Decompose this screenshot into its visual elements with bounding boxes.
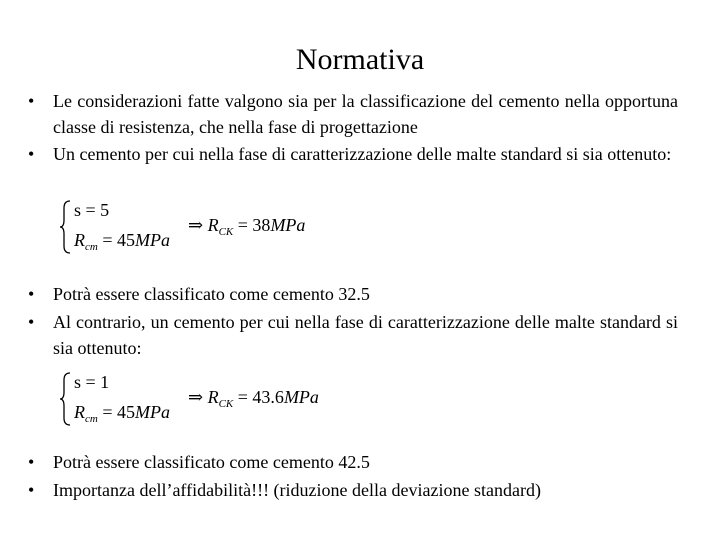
bullet-marker: •: [28, 284, 35, 304]
rcm-unit: MPa: [134, 402, 170, 422]
implies-arrow-icon: ⇒: [188, 215, 204, 235]
bullet-marker: •: [28, 144, 35, 164]
bullet-text: Al contrario, un cemento per cui nella fase di caratterizzazione delle malte standard si sia ottenuto:: [53, 312, 678, 358]
rck-unit: MPa: [270, 215, 306, 235]
bullet-item: [28, 449, 678, 475]
formula-line-rcm: [74, 402, 170, 425]
rcm-subscript: cm: [85, 413, 98, 425]
rck-value: = 38: [237, 215, 271, 235]
bullet-marker: •: [28, 480, 35, 500]
bullet-text: Potrà essere classificato come cemento 42.5: [53, 452, 370, 472]
bullet-marker: •: [28, 452, 35, 472]
rcm-symbol: R: [74, 230, 85, 250]
slide-title: Normativa: [295, 43, 425, 76]
formula-line-rcm: [74, 230, 170, 253]
bullet-text: Un cemento per cui nella fase di caratterizzazione delle malte standard si sia ottenuto:: [53, 144, 672, 164]
rck-subscript: CK: [218, 398, 234, 410]
implies-arrow-icon: ⇒: [188, 387, 204, 407]
bullet-item: [28, 141, 678, 167]
rck-value: = 43.6: [237, 387, 284, 407]
bullet-text: Importanza dell’affidabilità!!! (riduzione della deviazione standard): [53, 480, 541, 500]
formula-result-rck: [188, 215, 305, 238]
rcm-value: = 45: [102, 402, 135, 422]
bullet-item: [28, 281, 678, 307]
rcm-unit: MPa: [134, 230, 170, 250]
bullet-item: [28, 88, 678, 140]
rck-symbol: R: [207, 215, 219, 235]
formula-system-2: [60, 370, 360, 430]
bullet-text: Potrà essere classificato come cemento 32.5: [53, 284, 370, 304]
formula-line-s: s = 1: [74, 372, 110, 392]
rck-unit: MPa: [283, 387, 319, 407]
left-brace-icon: [60, 200, 72, 254]
bullet-item: [28, 477, 678, 503]
formula-result-rck: [188, 387, 319, 410]
bullet-marker: •: [28, 91, 35, 111]
rck-symbol: R: [207, 387, 219, 407]
left-brace-icon: [60, 372, 72, 426]
rcm-value: = 45: [102, 230, 135, 250]
rcm-subscript: cm: [85, 241, 98, 253]
bullet-text: Le considerazioni fatte valgono sia per la classificazione del cemento nella opportuna classe di resistenza, che nella fase di progettazione: [53, 91, 678, 137]
rck-subscript: CK: [218, 226, 234, 238]
bullet-marker: •: [28, 312, 35, 332]
formula-system-1: [60, 198, 360, 258]
bullet-item: [28, 309, 678, 361]
rcm-symbol: R: [74, 402, 85, 422]
formula-line-s: s = 5: [74, 200, 110, 220]
